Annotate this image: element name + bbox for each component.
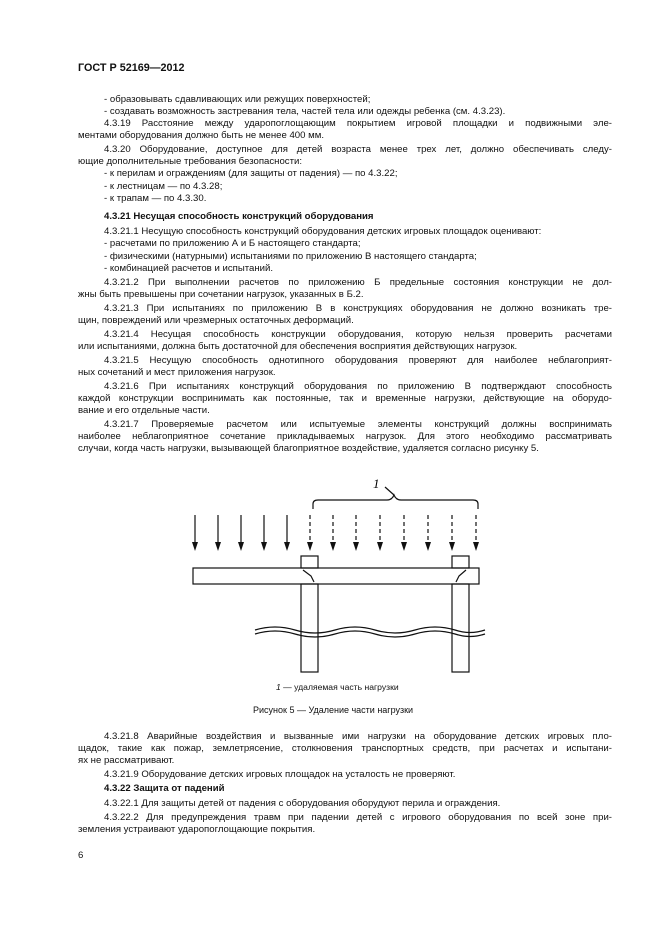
text-line: ющие дополнительные требования безопасности:	[78, 156, 302, 167]
text-line: - комбинацией расчетов и испытаний.	[104, 263, 274, 274]
post-cap	[301, 556, 318, 568]
figure-caption: Рисунок 5 — Удаление части нагрузки	[253, 705, 414, 715]
leader-line	[385, 487, 394, 495]
text-line: - создавать возможность застревания тела, частей тела или одежды ребенка (см. 4.3.23).	[104, 106, 506, 117]
text-line: - к лестницам — по 4.3.28;	[104, 181, 223, 192]
arrow-head	[215, 542, 221, 551]
document-header: ГОСТ Р 52169—2012	[78, 62, 185, 74]
arrow-head	[261, 542, 267, 551]
text-line: ях не рассматривают.	[78, 755, 175, 766]
text-line: 4.3.21.1 Несущую способность конструкций оборудования детских игровых площадок оценивают:	[104, 226, 542, 237]
arrow-head	[425, 542, 431, 551]
text-line: 4.3.21.3 При испытаниях по приложению В в конструкциях оборудования не должно возникать тре-	[104, 303, 612, 314]
arrow-head	[473, 542, 479, 551]
text-line: ных сочетаний и мест приложения нагрузок.	[78, 367, 276, 378]
text-line: - расчетами по приложению А и Б настоящего стандарта;	[104, 238, 361, 249]
text-line: вание и его отдельные части.	[78, 405, 210, 416]
arrow-head	[353, 542, 359, 551]
text-line: 4.3.21.9 Оборудование детских игровых площадок на усталость не проверяют.	[104, 769, 456, 780]
text-line: - физическими (натурными) испытаниями по приложению В настоящего стандарта;	[104, 251, 477, 262]
arrow-head	[449, 542, 455, 551]
arrow-head	[401, 542, 407, 551]
arrow-head	[192, 542, 198, 551]
text-line: - к перилам и ограждениям (для защиты от падения) — по 4.3.22;	[104, 168, 398, 179]
text-line: или испытаниями, должна быть достаточной для обеспечения восприятия действующих нагрузок.	[78, 341, 518, 352]
post	[452, 584, 469, 672]
brace-line	[313, 495, 478, 509]
text-line: щадок, такие как пожар, землетрясение, столкновения транспортных средств, при расчетах и испытани-	[78, 743, 612, 754]
beam	[193, 568, 479, 584]
text-line: 4.3.22.2 Для предупреждения травм при падении детей с игрового оборудования по всей зоне при-	[104, 812, 612, 823]
arrow-head	[330, 542, 336, 551]
figure-legend	[276, 682, 399, 692]
text-line: 4.3.20 Оборудование, доступное для детей возраста менее трех лет, должно обеспечивать следу-	[104, 144, 612, 155]
text-line: 4.3.21.8 Аварийные воздействия и вызванные ими нагрузки на оборудование детских игровых пло-	[104, 731, 612, 742]
arrow-head	[238, 542, 244, 551]
text-line: - к трапам — по 4.3.30.	[104, 193, 207, 204]
text-line: 4.3.22.1 Для защиты детей от падения с оборудования оборудуют перила и ограждения.	[104, 798, 501, 809]
legend-number: 1	[276, 682, 281, 692]
post	[301, 584, 318, 672]
page-number: 6	[78, 850, 84, 861]
figure-callout-label: 1	[373, 476, 380, 491]
figure-5-diagram	[180, 475, 490, 680]
section-heading: 4.3.21 Несущая способность конструкций оборудования	[104, 211, 374, 222]
text-line: случаи, когда часть нагрузки, вызывающей благоприятное воздействие, удаляется согласно рисунку 5.	[78, 443, 539, 454]
text-line: щин, повреждений или чрезмерных остаточных деформаций.	[78, 315, 354, 326]
text-line: 4.3.19 Расстояние между ударопоглощающим покрытием игровой площадки и подвижными эле-	[104, 118, 612, 129]
text-line: 4.3.21.5 Несущую способность однотипного оборудования проверяют для наиболее неблагоприят-	[104, 355, 612, 366]
text-line: земления устраивают ударопоглощающие покрытия.	[78, 824, 316, 835]
ground-line	[255, 631, 485, 637]
arrow-head	[284, 542, 290, 551]
hinge-mark	[456, 570, 466, 582]
arrow-head	[377, 542, 383, 551]
text-line: 4.3.21.6 При испытаниях конструкций оборудования по приложению В подтверждают способность	[104, 381, 612, 392]
text-line: 4.3.21.2 При выполнении расчетов по приложению Б предельные состояния конструкции не дол-	[104, 277, 612, 288]
text-line: 4.3.21.4 Несущая способность конструкции оборудования, которую нельзя проверить расчетами	[104, 329, 612, 340]
legend-text: — удаляемая часть нагрузки	[280, 682, 399, 692]
section-heading: 4.3.22 Защита от падений	[104, 783, 225, 794]
hinge-mark	[303, 570, 314, 582]
post-cap	[452, 556, 469, 568]
text-line: 4.3.21.7 Проверяемые расчетом или испытуемые элементы конструкций должны воспринимать	[104, 419, 612, 430]
text-line: наиболее неблагоприятное сочетание прикладываемых нагрузок. Для этого необходимо рассматривать	[78, 431, 612, 442]
text-line: ментами оборудования должно быть не менее 400 мм.	[78, 130, 324, 141]
text-line: жны быть превышены при сочетании нагрузок, указанных в Б.2.	[78, 289, 364, 300]
text-line: каждой конструкции воспринимать как постоянные, так и временные нагрузки, действующие на оборудо-	[78, 393, 612, 404]
text-line: - образовывать сдавливающих или режущих поверхностей;	[104, 94, 371, 105]
arrow-head	[307, 542, 313, 551]
